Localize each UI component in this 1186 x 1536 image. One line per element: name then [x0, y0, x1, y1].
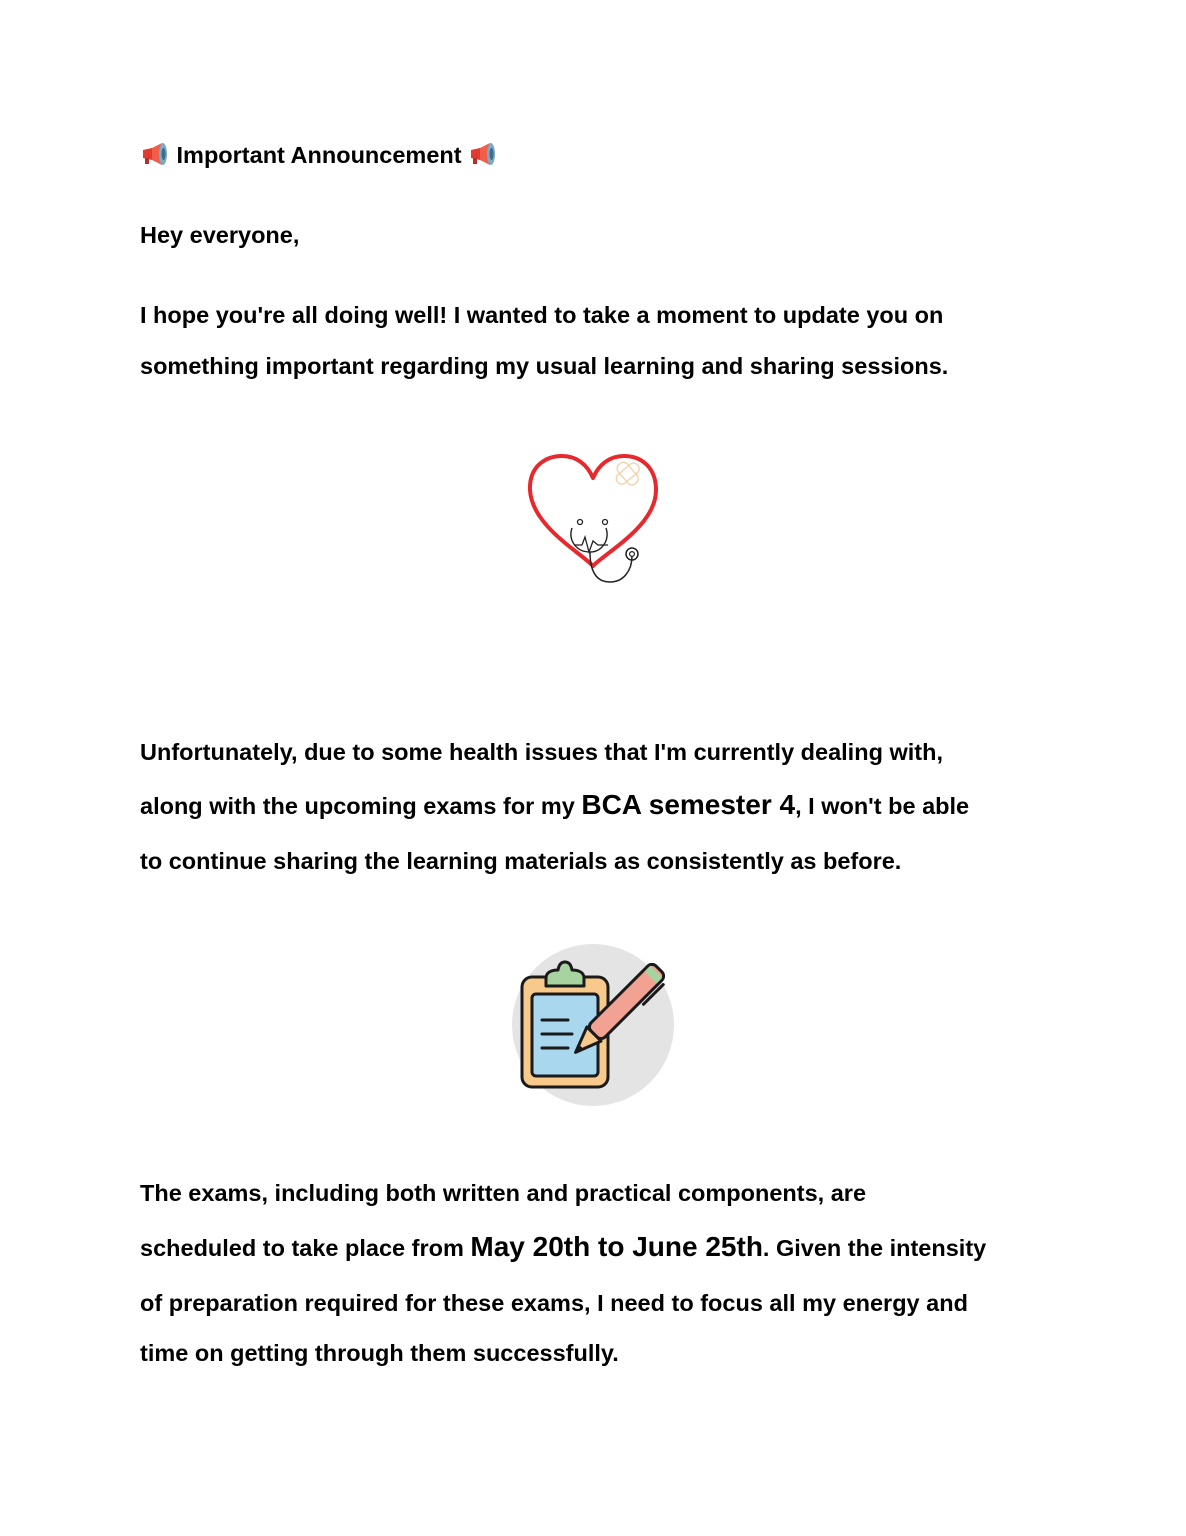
heart-stethoscope-icon: [520, 448, 666, 590]
exams-line-2: [140, 1232, 986, 1263]
megaphone-icon: [140, 141, 170, 167]
exams-line-2-end: . Given the intensity: [762, 1235, 987, 1261]
bca-semester-emphasis: BCA semester 4: [581, 789, 796, 820]
megaphone-icon: [468, 141, 498, 167]
announcement-title-text: Important Announcement: [176, 142, 462, 168]
health-line-3: to continue sharing the learning materials as consistently as before.: [140, 848, 902, 874]
exams-line-4: time on getting through them successfully.: [140, 1340, 619, 1366]
exams-line-3: of preparation required for these exams, I need to focus all my energy and: [140, 1290, 968, 1316]
announcement-title: [140, 140, 498, 170]
clipboard-pen-icon: [510, 942, 676, 1108]
intro-line-2: something important regarding my usual learning and sharing sessions.: [140, 353, 949, 379]
health-line-2: [140, 790, 969, 821]
exam-dates-emphasis: May 20th to June 25th: [470, 1231, 763, 1262]
exams-line-2-start: scheduled to take place from: [140, 1235, 471, 1261]
intro-line-1: I hope you're all doing well! I wanted to take a moment to update you on: [140, 302, 944, 328]
health-line-2-end: , I won't be able: [795, 793, 970, 819]
health-line-1: Unfortunately, due to some health issues that I'm currently dealing with,: [140, 739, 943, 765]
exams-line-1: The exams, including both written and practical components, are: [140, 1180, 867, 1206]
health-line-2-start: along with the upcoming exams for my: [140, 793, 582, 819]
greeting: Hey everyone,: [140, 222, 300, 248]
